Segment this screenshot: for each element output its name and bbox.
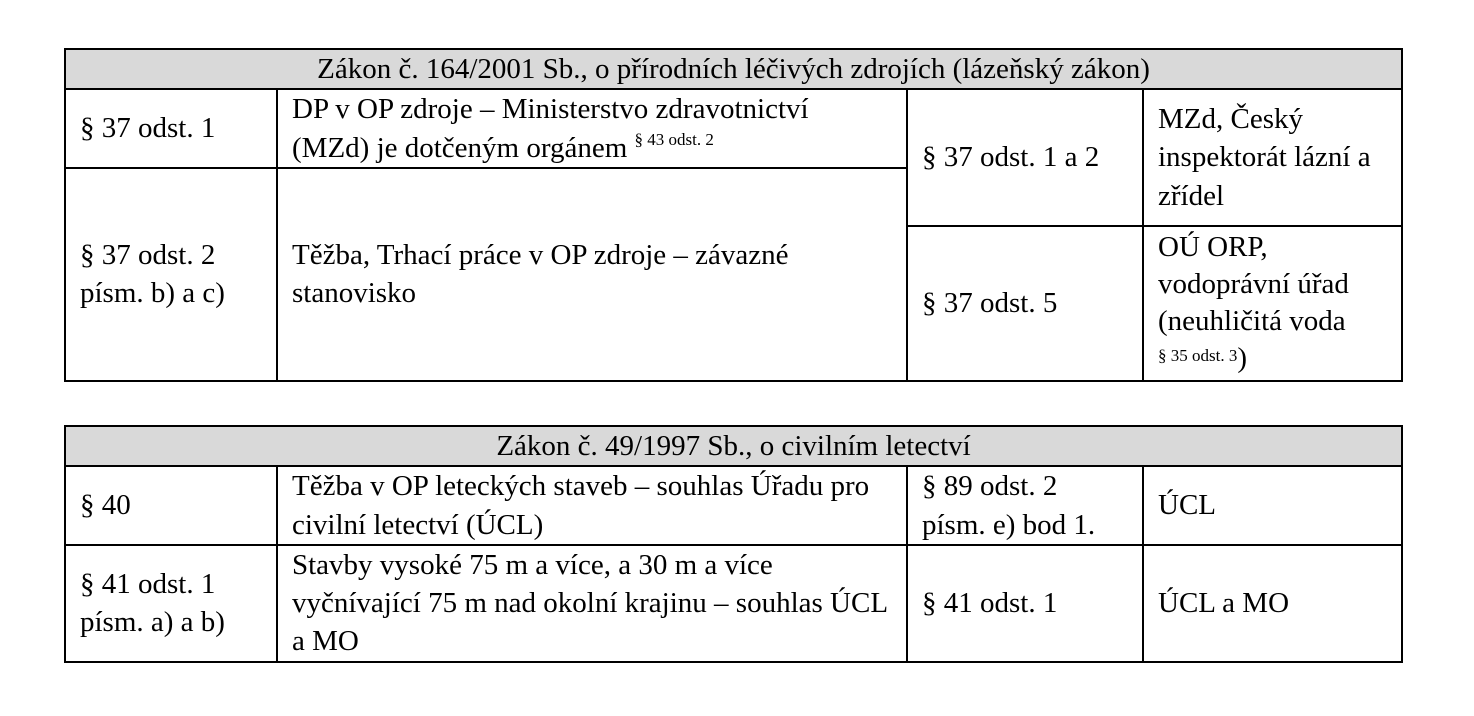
table-cell-reference: § 37 odst. 1 a 2 <box>907 89 1143 226</box>
table-title: Zákon č. 164/2001 Sb., o přírodních léčivých zdrojích (lázeňský zákon) <box>65 49 1402 89</box>
table-cell-authority: ÚCL <box>1143 466 1402 545</box>
table-cell-paragraph: § 37 odst. 2 písm. b) a c) <box>65 168 277 381</box>
law-table-49-1997 <box>64 425 1403 663</box>
table-cell-reference: § 37 odst. 5 <box>907 226 1143 381</box>
table-cell-paragraph: § 37 odst. 1 <box>65 89 277 168</box>
law-table-164-2001 <box>64 48 1403 382</box>
table-cell-description: Těžba, Trhací práce v OP zdroje – závazné stanovisko <box>277 168 907 381</box>
table-cell-paragraph: § 40 <box>65 466 277 545</box>
authority-text: OÚ ORP, vodoprávní úřad (neuhličitá voda <box>1158 231 1349 338</box>
description-text: DP v OP zdroje – Ministerstvo zdravotnictví (MZd) je dotčeným orgánem <box>292 93 809 164</box>
table-cell-paragraph: § 41 odst. 1 písm. a) a b) <box>65 545 277 662</box>
table-cell-authority <box>1143 226 1402 381</box>
table-cell-description: Těžba v OP leteckých staveb – souhlas Úřadu pro civilní letectví (ÚCL) <box>277 466 907 545</box>
table-cell-description <box>277 89 907 168</box>
table-cell-reference: § 41 odst. 1 <box>907 545 1143 662</box>
table-cell-authority: ÚCL a MO <box>1143 545 1402 662</box>
authority-closing: ) <box>1237 342 1248 375</box>
table-cell-description: Stavby vysoké 75 m a více, a 30 m a více vyčnívající 75 m nad okolní krajinu – souhlas ÚCL a MO <box>277 545 907 662</box>
description-footnote: § 43 odst. 2 <box>634 129 714 149</box>
authority-footnote: § 35 odst. 3 <box>1158 346 1238 366</box>
table-cell-authority: MZd, Český inspektorát lázní a zřídel <box>1143 89 1402 226</box>
table-title: Zákon č. 49/1997 Sb., o civilním letectví <box>65 426 1402 466</box>
table-cell-reference: § 89 odst. 2 písm. e) bod 1. <box>907 466 1143 545</box>
